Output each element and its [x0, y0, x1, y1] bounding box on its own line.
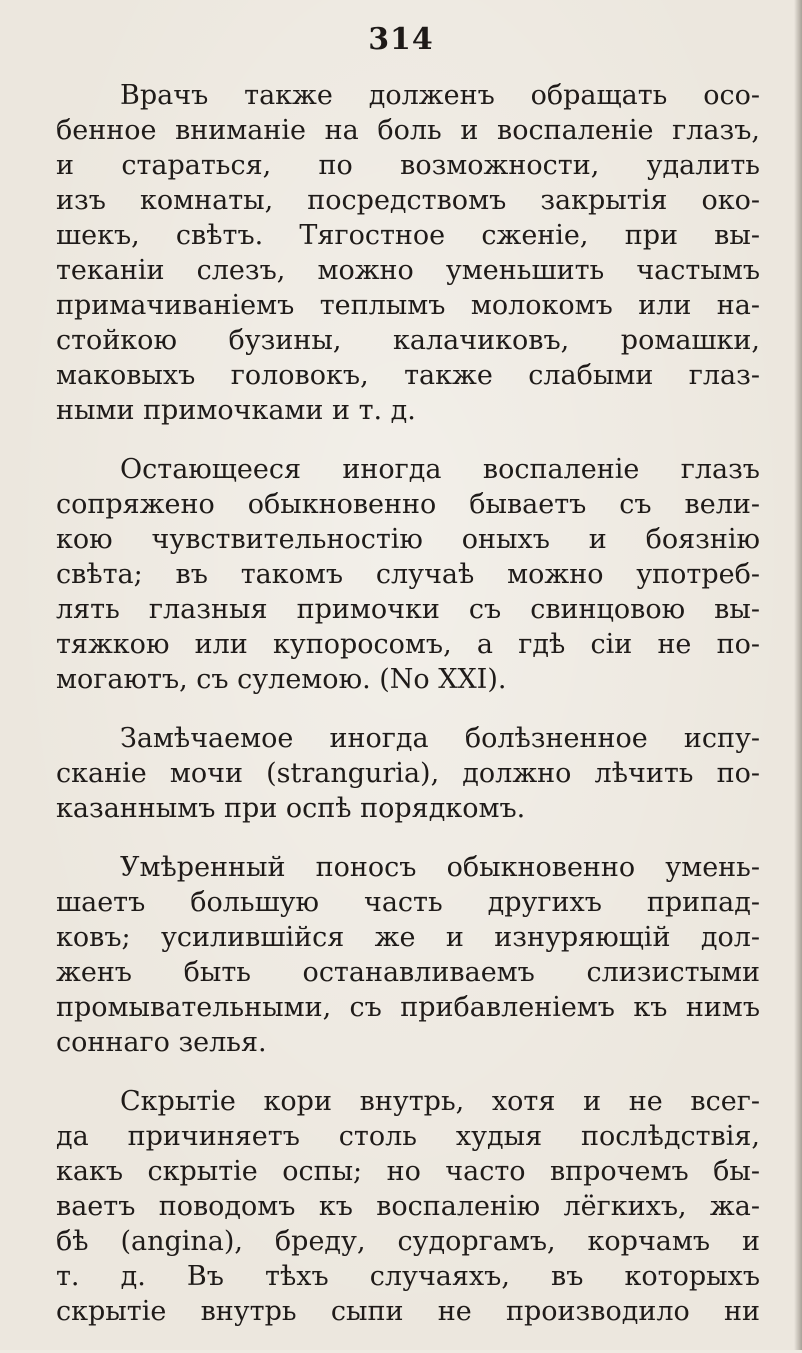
- text-line: стойкою бузины, калачиковъ, ромашки,: [56, 325, 760, 356]
- text-line: бѣ (angina), бреду, судоргамъ, корчамъ и: [56, 1226, 760, 1257]
- text-line: казаннымъ при оспѣ порядкомъ.: [56, 793, 526, 824]
- text-line: какъ скрытіе оспы; но часто впрочемъ бы-: [56, 1156, 760, 1187]
- text-line: бенное вниманіе на боль и воспаленіе глазъ,: [56, 115, 760, 146]
- text-line: да причиняетъ столь худыя послѣдствія,: [56, 1121, 760, 1152]
- text-line: промывательными, съ прибавленіемъ къ нимъ: [56, 992, 760, 1023]
- paragraph-2: [56, 452, 760, 697]
- text-line: Скрытіе кори внутрь, хотя и не всег-: [120, 1086, 760, 1117]
- text-line: т. д. Въ тѣхъ случаяхъ, въ которыхъ: [56, 1261, 760, 1292]
- text-line: шаетъ большую часть другихъ припад-: [56, 887, 760, 918]
- text-line: изъ комнаты, посредствомъ закрытія око-: [56, 185, 760, 216]
- text-line: кою чувствительностію оныхъ и боязнію: [56, 524, 760, 555]
- text-line: скрытіе внутрь сыпи не производило ни: [56, 1296, 760, 1327]
- text-line: ваетъ поводомъ къ воспаленію лёгкихъ, жа-: [56, 1191, 760, 1222]
- paragraph-3: [56, 721, 760, 826]
- text-line: примачиваніемъ теплымъ молокомъ или на-: [56, 290, 760, 321]
- paragraph-1: [56, 78, 760, 428]
- paragraph-5: [56, 1084, 760, 1329]
- text-line: шекъ, свѣтъ. Тягостное сженіе, при вы-: [56, 220, 760, 251]
- text-line: лять глазныя примочки съ свинцовою вы-: [56, 594, 760, 625]
- text-line: маковыхъ головокъ, также слабыми глаз-: [56, 360, 760, 391]
- body-text: [56, 78, 760, 1353]
- text-line: Замѣчаемое иногда болѣзненное испу-: [120, 723, 760, 754]
- text-line: сопряжено обыкновенно бываетъ съ вели-: [56, 489, 760, 520]
- text-line: женъ быть останавливаемъ слизистыми: [56, 957, 760, 988]
- text-line: ными примочками и т. д.: [56, 395, 416, 426]
- text-line: сканіе мочи (stranguria), должно лѣчить по-: [56, 758, 760, 789]
- page-number: 314: [368, 22, 434, 57]
- text-line: и стараться, по возможности, удалить: [56, 150, 760, 181]
- text-line: Врачъ также долженъ обращать осо-: [120, 80, 760, 111]
- text-line: ковъ; усилившійся же и изнуряющій дол-: [56, 922, 760, 953]
- text-line: Умѣренный поносъ обыкновенно умень-: [120, 852, 760, 883]
- page-edge-shadow: [794, 0, 802, 1350]
- text-line: свѣта; въ такомъ случаѣ можно употреб-: [56, 559, 760, 590]
- text-line: могаютъ, съ сулемою. (No XXI).: [56, 664, 507, 695]
- text-line: соннаго зелья.: [56, 1027, 267, 1058]
- text-line: Остающееся иногда воспаленіе глазъ: [120, 454, 760, 485]
- paragraph-4: [56, 850, 760, 1060]
- text-line: тяжкою или купоросомъ, а гдѣ сіи не по-: [56, 629, 760, 660]
- text-line: теканіи слезъ, можно уменьшить частымъ: [56, 255, 760, 286]
